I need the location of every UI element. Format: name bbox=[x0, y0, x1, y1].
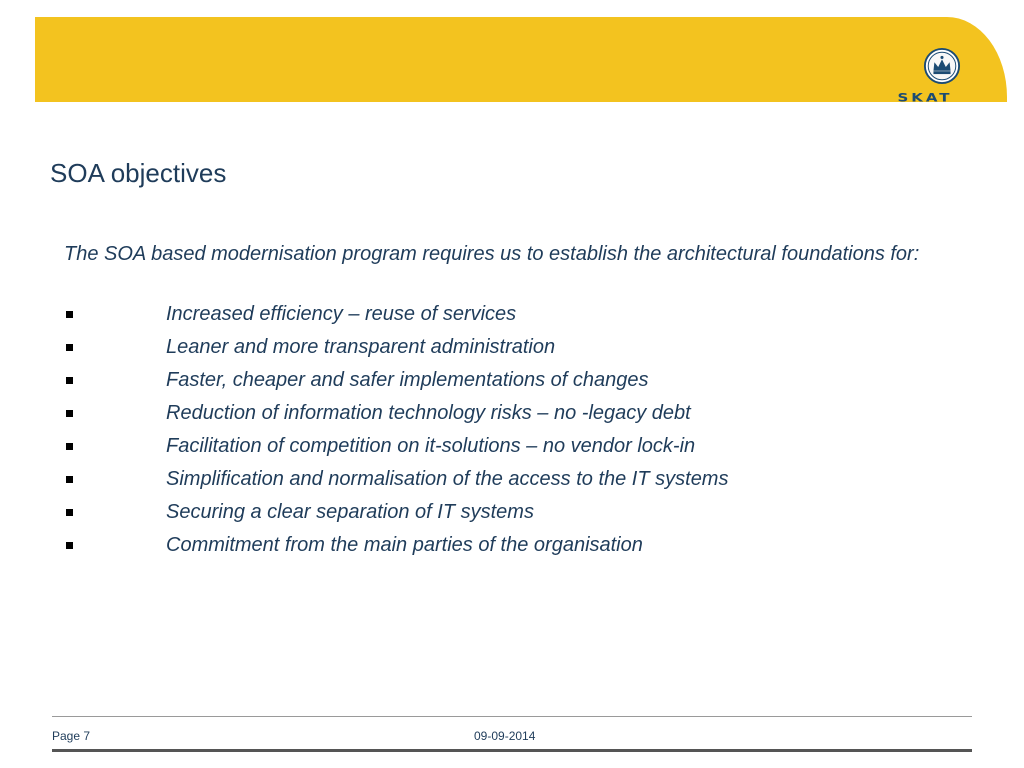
bullet-square-icon bbox=[66, 476, 73, 483]
intro-paragraph: The SOA based modernisation program requires us to establish the architectural foundations for: bbox=[64, 243, 920, 265]
bullet-text: Increased efficiency – reuse of services bbox=[166, 303, 517, 325]
slide-title: SOA objectives bbox=[50, 158, 227, 188]
bullet-text: Securing a clear separation of IT systems bbox=[166, 501, 534, 523]
bullet-square-icon bbox=[66, 410, 73, 417]
bullet-square-icon bbox=[66, 443, 73, 450]
bullet-square-icon bbox=[66, 377, 73, 384]
footer-divider bbox=[52, 716, 972, 717]
bullet-text: Reduction of information technology risks – no -legacy debt bbox=[166, 402, 691, 424]
crown-crest-icon bbox=[923, 47, 961, 85]
bullet-text: Faster, cheaper and safer implementations of changes bbox=[166, 369, 649, 391]
bullet-text: Simplification and normalisation of the access to the IT systems bbox=[166, 468, 729, 490]
footer-bar bbox=[52, 749, 972, 752]
skat-logo bbox=[875, 39, 975, 109]
bullet-text: Facilitation of competition on it-solutions – no vendor lock-in bbox=[166, 435, 696, 457]
footer-date: 09-09-2014 bbox=[474, 729, 536, 743]
bullet-square-icon bbox=[66, 509, 73, 516]
bullet-square-icon bbox=[66, 344, 73, 351]
logo-text: SKAT bbox=[897, 91, 953, 105]
header-banner bbox=[35, 17, 1007, 105]
page-number: Page 7 bbox=[52, 729, 91, 743]
bullet-square-icon bbox=[66, 542, 73, 549]
bullet-text: Leaner and more transparent administration bbox=[166, 336, 556, 358]
bullet-text: Commitment from the main parties of the organisation bbox=[166, 534, 643, 556]
bullet-square-icon bbox=[66, 311, 73, 318]
